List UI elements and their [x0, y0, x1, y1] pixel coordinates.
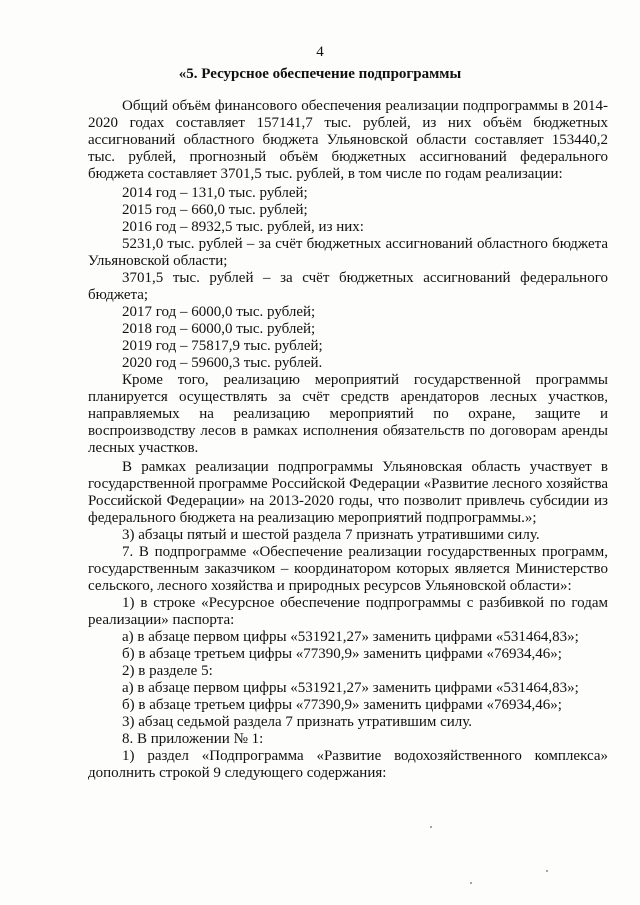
scan-speck — [470, 882, 472, 884]
document-body — [88, 98, 608, 782]
section-heading: «5. Ресурсное обеспечение подпрограммы — [178, 66, 462, 82]
paragraph-item-7-1b: б) в абзаце третьем цифры «77390,9» заменить цифрами «76934,46»; — [122, 646, 562, 662]
paragraph-item-7-2b: б) в абзаце третьем цифры «77390,9» заменить цифрами «76934,46»; — [122, 697, 562, 713]
list-item-2016-regional: 5231,0 тыс. рублей – за счёт бюджетных ассигнований областного бюджета Ульяновской области; — [88, 236, 608, 269]
paragraph-item-7-2: 2) в разделе 5: — [122, 663, 213, 679]
list-item-2018: 2018 год – 6000,0 тыс. рублей; — [122, 321, 316, 337]
list-item-2016: 2016 год – 8932,5 тыс. рублей, из них: — [122, 219, 364, 235]
list-item-2020: 2020 год – 59600,3 тыс. рублей. — [122, 355, 323, 371]
paragraph-item-7-3: 3) абзац седьмой раздела 7 признать утратившим силу. — [122, 714, 473, 730]
paragraph-total-funding: Общий объём финансового обеспечения реализации подпрограммы в 2014-2020 годах составляет 157141,7 тыс. рублей, из них объём бюджетных ассигнований областного бюджета Ульяновской области составляет 153440,2 тыс. рублей, прогнозный объём бюджетных ассигнований федерального бюджета составляет 3701,5 тыс. рублей, в том числе по годам реализации: — [88, 98, 608, 182]
page-number: 4 — [316, 44, 324, 60]
list-item-2019: 2019 год – 75817,9 тыс. рублей; — [122, 338, 323, 354]
paragraph-item-8: 8. В приложении № 1: — [122, 731, 264, 747]
scan-speck — [546, 870, 548, 872]
paragraph-item-7: 7. В подпрограмме «Обеспечение реализации государственных программ, государственным заказчиком – координатором которых является Министерство сельского, лесного хозяйства и природных ресурсов Ульяновской области»: — [88, 544, 608, 594]
paragraph-item-7-2a: а) в абзаце первом цифры «531921,27» заменить цифрами «531464,83»; — [122, 680, 579, 696]
paragraph-federal-program: В рамках реализации подпрограммы Ульяновская область участвует в государственной программе Российской Федерации «Развитие лесного хозяйства Российской Федерации» на 2013-2020 годы, что позволит привлечь субсидии из федерального бюджета на реализацию мероприятий подпрограммы.»; — [88, 459, 608, 526]
paragraph-item-8-1: 1) раздел «Подпрограмма «Развитие водохозяйственного комплекса» дополнить строкой 9 следующего содержания: — [88, 748, 608, 781]
list-item-2015: 2015 год – 660,0 тыс. рублей; — [122, 202, 308, 218]
paragraph-item-7-1a: а) в абзаце первом цифры «531921,27» заменить цифрами «531464,83»; — [122, 629, 579, 645]
paragraph-tenants: Кроме того, реализацию мероприятий государственной программы планируется осуществлять за счёт средств арендаторов лесных участков, направляемых на реализацию мероприятий по охране, защите и воспроизводству лесов в рамках исполнения обязательств по договорам аренды лесных участков. — [88, 372, 608, 456]
list-item-2017: 2017 год – 6000,0 тыс. рублей; — [122, 304, 316, 320]
list-item-2016-federal: 3701,5 тыс. рублей – за счёт бюджетных ассигнований федерального бюджета; — [88, 270, 608, 303]
paragraph-item-7-1: 1) в строке «Ресурсное обеспечение подпрограммы с разбивкой по годам реализации» паспорта: — [88, 595, 608, 628]
list-item-2014: 2014 год – 131,0 тыс. рублей; — [122, 185, 308, 201]
paragraph-item-3: 3) абзацы пятый и шестой раздела 7 признать утратившими силу. — [122, 527, 540, 543]
scan-speck — [430, 826, 432, 828]
